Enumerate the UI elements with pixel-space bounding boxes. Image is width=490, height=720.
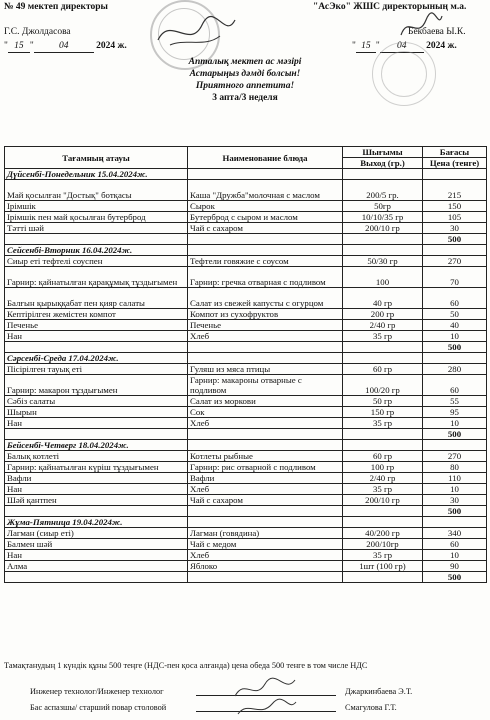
col-header-kz: Тағамның атауы (5, 147, 188, 169)
section-total: 500 (423, 429, 487, 440)
dish-output: 60 гр (343, 364, 423, 375)
col-header-price: Бағасы (423, 147, 487, 158)
dish-name-ru: Котлеты рыбные (188, 451, 343, 462)
empty-cell (423, 517, 487, 528)
table-row (5, 451, 487, 462)
empty-cell (188, 517, 343, 528)
dish-price: 80 (423, 462, 487, 473)
empty-cell (343, 353, 423, 364)
signer1-line (196, 695, 336, 696)
dish-price: 105 (423, 212, 487, 223)
section-total-row (5, 429, 487, 440)
dish-price: 215 (423, 180, 487, 201)
dish-output: 50гр (343, 201, 423, 212)
table-row (5, 212, 487, 223)
dish-price: 280 (423, 364, 487, 375)
dish-price: 10 (423, 331, 487, 342)
dish-output: 100 гр (343, 462, 423, 473)
dish-name-ru: Хлеб (188, 418, 343, 429)
dish-name-ru: Тефтели говяжие с соусом (188, 256, 343, 267)
dish-name-kz: Нан (5, 418, 188, 429)
table-header-row (5, 147, 487, 158)
dish-name-ru: Печенье (188, 320, 343, 331)
menu-title-kz: Апталық мектеп ас мәзірі (188, 57, 302, 67)
dish-output: 2/40 гр (343, 473, 423, 484)
dish-price: 270 (423, 451, 487, 462)
table-row (5, 256, 487, 267)
dish-output: 200/5 гр. (343, 180, 423, 201)
dish-name-kz: Нан (5, 484, 188, 495)
table-row (5, 375, 487, 396)
dish-price: 340 (423, 528, 487, 539)
dish-price: 60 (423, 288, 487, 309)
dish-name-ru: Чай с сахаром (188, 495, 343, 506)
table-row (5, 495, 487, 506)
table-row (5, 462, 487, 473)
empty-cell (5, 342, 188, 353)
dish-name-ru: Компот из сухофруктов (188, 309, 343, 320)
signer1-name: Джаркинбаева Э.Т. (345, 687, 413, 696)
section-title: Сәрсенбі-Среда 17.04.2024ж. (5, 353, 188, 364)
dish-output: 35 гр (343, 550, 423, 561)
empty-cell (423, 245, 487, 256)
dish-output: 100/20 гр (343, 375, 423, 396)
approver-left-date: " 15 " 04 2024 ж. (4, 41, 127, 51)
empty-cell (5, 506, 188, 517)
section-header (5, 245, 487, 256)
dish-name-ru: Гарнир: макароны отварные с подливом (188, 375, 343, 396)
approver-right-name: Бекбаева Ы.К. (408, 27, 466, 37)
dish-name-kz: Сәбіз салаты (5, 396, 188, 407)
table-row (5, 223, 487, 234)
empty-cell (343, 342, 423, 353)
dish-name-ru: Лагман (говядина) (188, 528, 343, 539)
dish-name-kz: Шырын (5, 407, 188, 418)
menu-wish-ru: Приятного аппетита! (195, 81, 295, 91)
dish-price: 70 (423, 267, 487, 288)
dish-output: 200/10 гр (343, 223, 423, 234)
dish-name-kz: Вафли (5, 473, 188, 484)
section-header (5, 169, 487, 180)
dish-name-ru: Чай с медом (188, 539, 343, 550)
empty-cell (343, 506, 423, 517)
dish-name-ru: Салат из моркови (188, 396, 343, 407)
table-row (5, 180, 487, 201)
section-header (5, 517, 487, 528)
section-total: 500 (423, 342, 487, 353)
dish-name-ru: Сырок (188, 201, 343, 212)
dish-name-ru: Сок (188, 407, 343, 418)
dish-name-kz: Май қосылған "Достық" ботқасы (5, 180, 188, 201)
section-total-row (5, 342, 487, 353)
col-header-output-unit: Выход (гр.) (343, 158, 423, 169)
dish-output: 200/10 гр (343, 495, 423, 506)
dish-price: 60 (423, 375, 487, 396)
table-row (5, 539, 487, 550)
dish-price: 55 (423, 396, 487, 407)
table-row (5, 320, 487, 331)
dish-name-ru: Хлеб (188, 484, 343, 495)
dish-name-kz: Тәтті шәй (5, 223, 188, 234)
table-row (5, 473, 487, 484)
dish-price: 10 (423, 484, 487, 495)
menu-table-body (5, 147, 487, 583)
signer2-line (196, 711, 336, 712)
approver-right-title: "АсЭко" ЖШС директорының м.а. (313, 2, 467, 12)
dish-price: 10 (423, 550, 487, 561)
dish-output: 40 гр (343, 288, 423, 309)
dish-name-ru: Яблоко (188, 561, 343, 572)
signer2-name: Смагулова Г.Т. (345, 703, 397, 712)
table-row (5, 407, 487, 418)
menu-week: 3 апта/3 неделя (212, 93, 278, 103)
dish-name-kz: Гарнир: макарон тұздығымен (5, 375, 188, 396)
table-row (5, 201, 487, 212)
section-total-row (5, 572, 487, 583)
dish-name-kz: Алма (5, 561, 188, 572)
empty-cell (343, 234, 423, 245)
dish-name-ru: Вафли (188, 473, 343, 484)
dish-name-kz: Балық котлеті (5, 451, 188, 462)
dish-name-ru: Гуляш из мяса птицы (188, 364, 343, 375)
dish-name-ru: Бутерброд с сыром и маслом (188, 212, 343, 223)
section-total: 500 (423, 506, 487, 517)
dish-output: 10/10/35 гр (343, 212, 423, 223)
dish-output: 200 гр (343, 309, 423, 320)
empty-cell (343, 429, 423, 440)
dish-price: 40 (423, 320, 487, 331)
dish-name-kz: Лагман (сиыр еті) (5, 528, 188, 539)
daily-cost-note: Тамақтанудың 1 күндік құны 500 теңге (НДС-пен қоса алғанда) цена обеда 500 тенге в том числе НДС (4, 661, 368, 670)
dish-name-kz: Кептірілген жемістен компот (5, 309, 188, 320)
dish-output: 40/200 гр (343, 528, 423, 539)
section-header (5, 440, 487, 451)
dish-name-kz: Пісірілген тауық еті (5, 364, 188, 375)
dish-name-kz: Нан (5, 550, 188, 561)
empty-cell (188, 429, 343, 440)
empty-cell (188, 342, 343, 353)
approver-right-date: " 15 " 04 2024 ж. (352, 41, 457, 51)
empty-cell (423, 440, 487, 451)
dish-price: 270 (423, 256, 487, 267)
empty-cell (5, 429, 188, 440)
dish-price: 10 (423, 418, 487, 429)
approver-left-name: Г.С. Джолдасова (4, 27, 71, 37)
dish-price: 50 (423, 309, 487, 320)
table-row (5, 331, 487, 342)
table-row (5, 309, 487, 320)
empty-cell (423, 169, 487, 180)
col-header-price-unit: Цена (тенге) (423, 158, 487, 169)
dish-name-ru: Гарнир: гречка отварная с подливом (188, 267, 343, 288)
table-row (5, 267, 487, 288)
dish-output: 1шт (100 гр) (343, 561, 423, 572)
section-total-row (5, 234, 487, 245)
empty-cell (343, 517, 423, 528)
empty-cell (343, 245, 423, 256)
dish-name-ru: Хлеб (188, 331, 343, 342)
table-row (5, 561, 487, 572)
empty-cell (188, 245, 343, 256)
table-row (5, 364, 487, 375)
empty-cell (343, 440, 423, 451)
col-header-output: Шығымы (343, 147, 423, 158)
col-header-ru: Наименование блюда (188, 147, 343, 169)
dish-name-ru: Хлеб (188, 550, 343, 561)
table-row (5, 550, 487, 561)
menu-wish-kz: Астарыңыз дәмді болсын! (189, 69, 301, 79)
dish-output: 50 гр (343, 396, 423, 407)
dish-output: 50/30 гр (343, 256, 423, 267)
dish-price: 60 (423, 539, 487, 550)
section-title: Дүйсенбі-Понедельник 15.04.2024ж. (5, 169, 188, 180)
dish-output: 35 гр (343, 418, 423, 429)
dish-output: 2/40 гр (343, 320, 423, 331)
dish-price: 95 (423, 407, 487, 418)
dish-output: 100 (343, 267, 423, 288)
dish-output: 35 гр (343, 331, 423, 342)
empty-cell (188, 440, 343, 451)
dish-name-kz: Балмен шәй (5, 539, 188, 550)
dish-output: 35 гр (343, 484, 423, 495)
empty-cell (188, 353, 343, 364)
dish-output: 60 гр (343, 451, 423, 462)
empty-cell (188, 234, 343, 245)
dish-price: 90 (423, 561, 487, 572)
dish-name-kz: Нан (5, 331, 188, 342)
section-total-row (5, 506, 487, 517)
empty-cell (5, 572, 188, 583)
dish-output: 150 гр (343, 407, 423, 418)
empty-cell (343, 169, 423, 180)
dish-price: 110 (423, 473, 487, 484)
dish-name-ru: Каша "Дружба"молочная с маслом (188, 180, 343, 201)
dish-price: 150 (423, 201, 487, 212)
table-row (5, 288, 487, 309)
table-row (5, 484, 487, 495)
empty-cell (423, 353, 487, 364)
signer2-role: Бас аспазшы/ старший повар столовой (30, 703, 167, 712)
dish-name-ru: Салат из свежей капусты с огурцом (188, 288, 343, 309)
footer-signatures (230, 676, 300, 720)
dish-name-kz: Ірімшік пен май қосылған бутерброд (5, 212, 188, 223)
section-title: Сейсенбі-Вторник 16.04.2024ж. (5, 245, 188, 256)
dish-name-ru: Гарнир: рис отварной с подливом (188, 462, 343, 473)
menu-table (4, 146, 487, 583)
dish-name-kz: Печенье (5, 320, 188, 331)
dish-output: 200/10гр (343, 539, 423, 550)
section-title: Жұма-Пятница 19.04.2024ж. (5, 517, 188, 528)
dish-name-ru: Чай с сахаром (188, 223, 343, 234)
section-total: 500 (423, 234, 487, 245)
empty-cell (5, 234, 188, 245)
table-row (5, 528, 487, 539)
empty-cell (188, 169, 343, 180)
dish-name-kz: Гарнир: қайнатылған қарақұмық тұздығымен (5, 267, 188, 288)
dish-price: 30 (423, 223, 487, 234)
section-header (5, 353, 487, 364)
dish-name-kz: Ірімшік (5, 201, 188, 212)
dish-name-kz: Шәй қантпен (5, 495, 188, 506)
dish-name-kz: Сиыр еті тефтелі соуспен (5, 256, 188, 267)
signer1-role: Инженер технолог/Инженер технолог (30, 687, 164, 696)
section-total: 500 (423, 572, 487, 583)
dish-price: 30 (423, 495, 487, 506)
empty-cell (188, 572, 343, 583)
dish-name-kz: Балғын қырыққабат пен қияр салаты (5, 288, 188, 309)
empty-cell (188, 506, 343, 517)
section-title: Бейсенбі-Четверг 18.04.2024ж. (5, 440, 188, 451)
approver-left-title: № 49 мектеп директоры (4, 2, 108, 12)
empty-cell (343, 572, 423, 583)
table-row (5, 418, 487, 429)
table-row (5, 396, 487, 407)
dish-name-kz: Гарнир: қайнатылған күріш тұздығымен (5, 462, 188, 473)
